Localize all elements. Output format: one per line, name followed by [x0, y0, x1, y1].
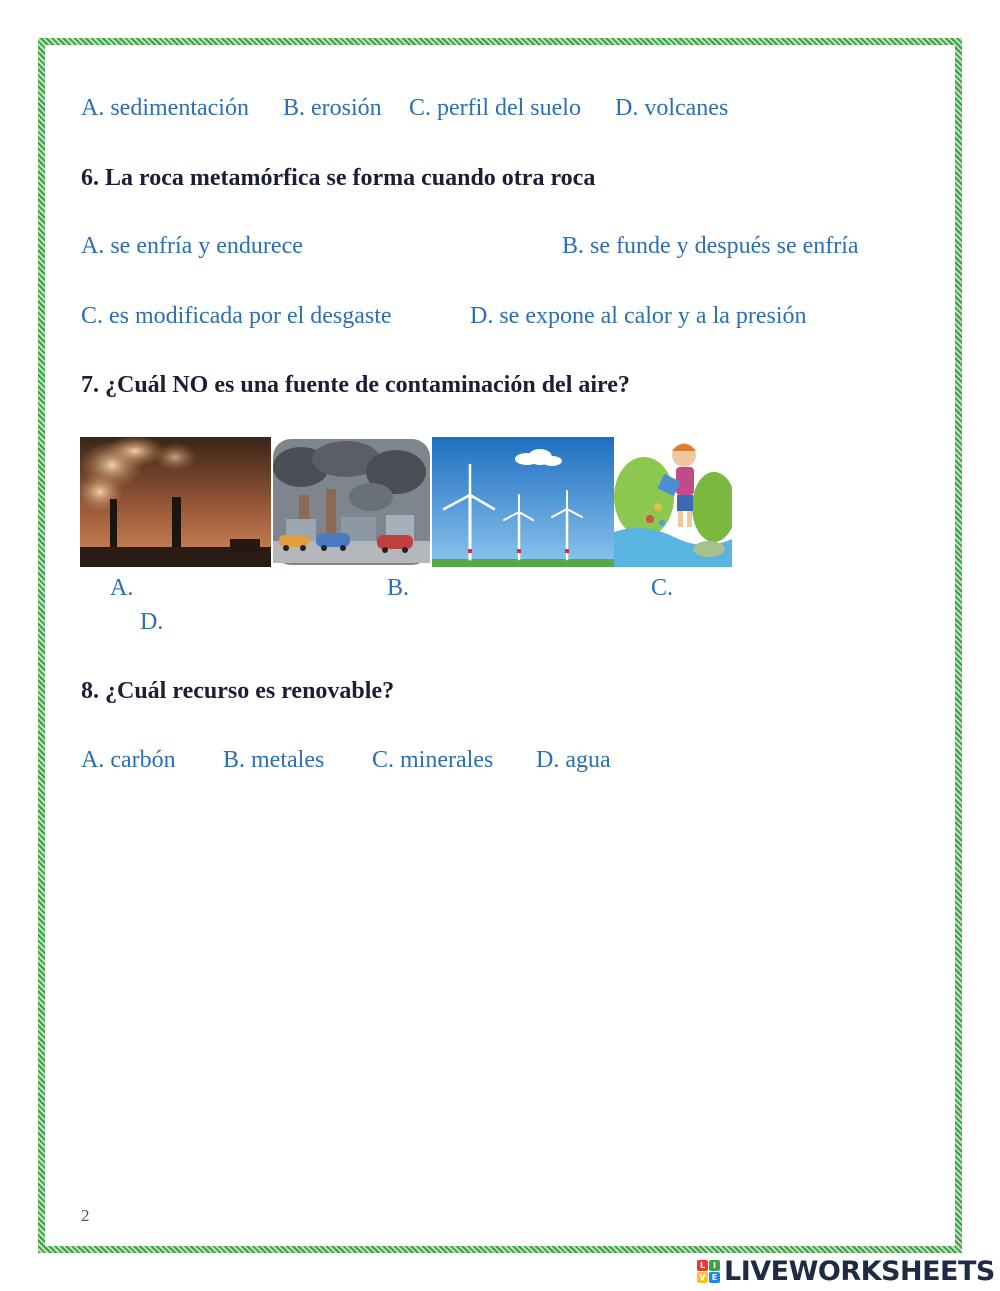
q7-label-d[interactable]: D. [140, 609, 164, 635]
q7-label-c[interactable]: C. [651, 575, 674, 601]
liveworksheets-brand [697, 1256, 995, 1286]
q8-option-d[interactable]: D. agua [536, 747, 611, 773]
q5-option-a[interactable]: A. sedimentación [81, 95, 249, 121]
q8-question: 8. ¿Cuál recurso es renovable? [81, 678, 395, 704]
q5-option-b[interactable]: B. erosión [283, 95, 382, 121]
q5-option-c[interactable]: C. perfil del suelo [409, 95, 581, 121]
page-border [38, 38, 962, 1253]
brand-name: LIVEWORKSHEETS [724, 1255, 995, 1287]
q6-option-c[interactable]: C. es modificada por el desgaste [81, 303, 392, 329]
q5-option-d[interactable]: D. volcanes [615, 95, 729, 121]
q6-option-d[interactable]: D. se expone al calor y a la presión [470, 303, 807, 329]
polluting-factory-cars-illustration [271, 437, 432, 567]
q8-option-b[interactable]: B. metales [223, 747, 325, 773]
q8-option-c[interactable]: C. minerales [372, 747, 494, 773]
page-number: 2 [81, 1206, 90, 1225]
q6-question: 6. La roca metamórfica se forma cuando otra roca [81, 165, 596, 191]
smokestacks-photo [80, 437, 271, 567]
logo-letter-v: V [697, 1272, 708, 1283]
q7-question: 7. ¿Cuál NO es una fuente de contaminación del aire? [81, 372, 630, 398]
q8-option-a[interactable]: A. carbón [81, 747, 176, 773]
wind-turbines-illustration [432, 437, 614, 567]
liveworksheets-logo-icon [697, 1260, 720, 1283]
logo-letter-l: L [697, 1260, 708, 1271]
logo-letter-i: I [709, 1260, 720, 1271]
q7-label-a[interactable]: A. [110, 575, 134, 601]
q7-label-b[interactable]: B. [387, 575, 410, 601]
q6-option-a[interactable]: A. se enfría y endurece [81, 233, 303, 259]
q6-option-b[interactable]: B. se funde y después se enfría [562, 233, 859, 259]
logo-letter-e: E [709, 1272, 720, 1283]
boy-dumping-trash-illustration [614, 437, 732, 567]
